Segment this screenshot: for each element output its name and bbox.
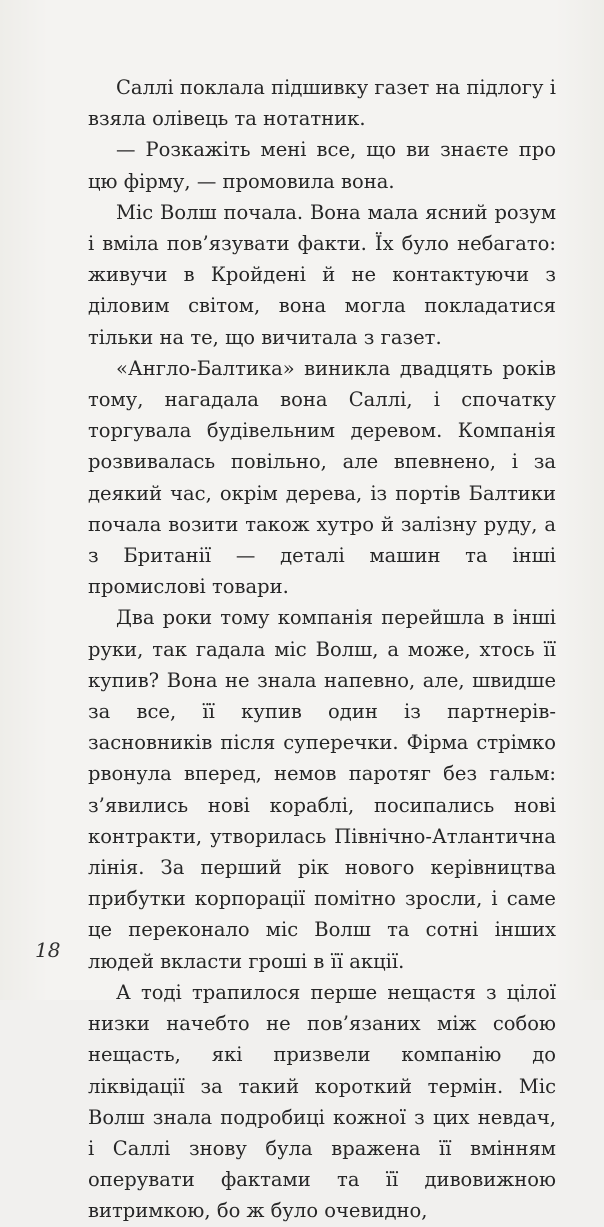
page-number: 18 <box>35 938 61 962</box>
paragraph-6: А тоді трапилося перше нещастя з цілої низки начебто не пов’язаних між собою нещасть, які призвели компанію до ліквідації за такий короткий термін. Міс Волш знала подробиці кожної з цих невдач, і Саллі знову була вражена її вмінням оперувати фактами та її дивовижною витримкою, бо ж було очевидно, <box>88 980 556 1223</box>
paragraph-4: «Англо-Балтика» виникла двадцять років тому, нагадала вона Саллі, і спочатку торгувала будівельним деревом. Компанія розвивалась повільно, але впевнено, і за деякий час, окрім дерева, із портів Балтики почала возити також хутро й залізну руду, а з Британії — деталі машин та інші промислові товари. <box>88 356 556 599</box>
body-text <box>88 72 556 1227</box>
paragraph-5: Два роки тому компанія перейшла в інші руки, так гадала міс Волш, а може, хтось її купив? Вона не знала напевно, але, швидше за все, її купив один із партнерів-засновників після суперечки. Фірма стрімко рвонула вперед, немов паротяг без гальм: з’явились нові кораблі, посипались нові контракти, утворилась Північно-Атлантична лінія. За перший рік нового керівництва прибутки корпорації помітно зросли, і саме це переконало міс Волш та сотні інших людей вкласти гроші в її акції. <box>88 606 556 973</box>
paragraph-1: Саллі поклала підшивку газет на підлогу і взяла олівець та нотатник. <box>88 76 556 131</box>
paragraph-2: — Розкажіть мені все, що ви знаєте про цю фірму, — промовила вона. <box>88 138 556 193</box>
paragraph-3: Міс Волш почала. Вона мала ясний розум і вміла пов’язувати факти. Їх було небагато: живучи в Кройдені й не контактуючи з діловим світом, вона могла покладатися тільки на те, що вичитала з газет. <box>88 200 556 349</box>
